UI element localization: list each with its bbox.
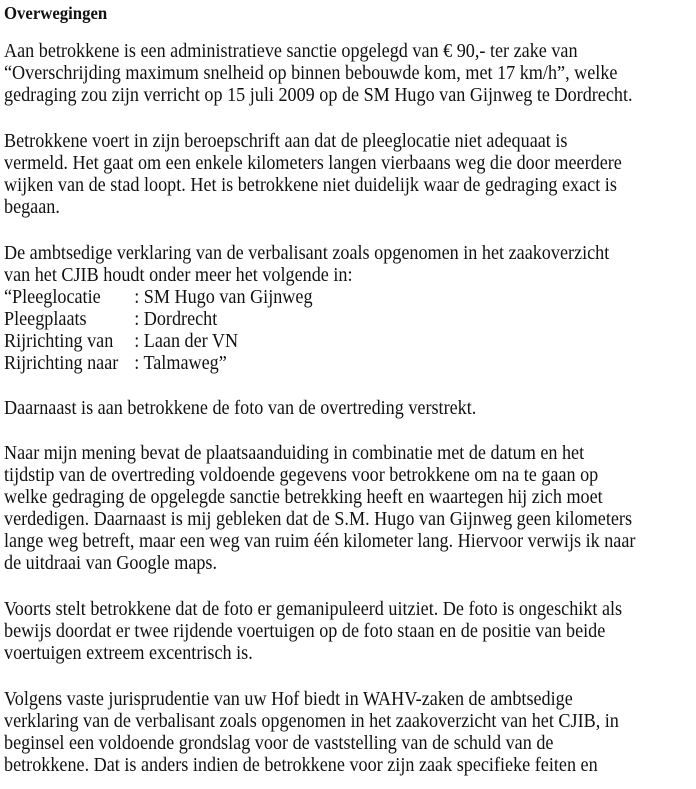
- text-line: welke gedraging de opgelegde sanctie betrekking heeft en waartegen hij zich moet: [4, 487, 603, 508]
- text-line: Betrokkene voert in zijn beroepschrift aan dat de pleeglocatie niet adequaat is: [4, 131, 568, 152]
- text-line: tijdstip van de overtreding voldoende gegevens voor betrokkene om na te gaan op: [4, 465, 599, 486]
- text-line: Voorts stelt betrokkene dat de foto er gemanipuleerd uitziet. De foto is ongeschikt als: [4, 599, 623, 620]
- paragraph-statement: [4, 243, 655, 375]
- field-value: : SM Hugo van Gijnweg: [134, 287, 313, 308]
- field-key: Pleegplaats: [4, 309, 87, 330]
- text-line: Naar mijn mening bevat de plaatsaanduiding in combinatie met de datum en het: [4, 443, 585, 464]
- field-row: [4, 309, 609, 331]
- text-line: de uitdraai van Google maps.: [4, 553, 218, 574]
- field-value: : Laan der VN: [134, 331, 239, 352]
- paragraph-photo: [4, 398, 512, 420]
- text-line: verdedigen. Daarnaast is mij gebleken dat de S.M. Hugo van Gijnweg geen kilometers: [4, 509, 633, 530]
- text-line: begaan.: [4, 197, 60, 218]
- text-line: bewijs doordat er twee rijdende voertuigen op de foto staan en de positie van beide: [4, 621, 606, 642]
- field-value: : Talmaweg”: [134, 353, 227, 374]
- field-key: “Pleeglocatie: [4, 287, 101, 308]
- text-line: voertuigen extreem excentrisch is.: [4, 643, 253, 664]
- paragraph-appeal: [4, 131, 668, 219]
- text-line: beginsel een voldoende grondslag voor de vaststelling van de schuld van de: [4, 733, 554, 754]
- text-line: De ambtsedige verklaring van de verbalisant zoals opgenomen in het zaakoverzicht: [4, 243, 610, 264]
- paragraph-sanction: [4, 41, 680, 107]
- paragraph-jurisprudence: [4, 689, 665, 777]
- text-line: wijken van de stad loopt. Het is betrokkene niet duidelijk waar de gedraging exact is: [4, 175, 617, 196]
- field-value: : Dordrecht: [134, 309, 218, 330]
- text-line: verklaring van de verbalisant zoals opgenomen in het zaakoverzicht van het CJIB, in: [4, 711, 619, 732]
- field-row: [4, 287, 609, 309]
- text-line: Daarnaast is aan betrokkene de foto van de overtreding verstrekt.: [4, 398, 477, 419]
- paragraph-opinion: [4, 443, 683, 575]
- text-line: gedraging zou zijn verricht op 15 juli 2009 op de SM Hugo van Gijnweg te Dordrecht.: [4, 85, 633, 106]
- text-line: van het CJIB houdt onder meer het volgende in:: [4, 265, 353, 286]
- text-line: “Overschrijding maximum snelheid op binnen bebouwde kom, met 17 km/h”, welke: [4, 63, 618, 84]
- paragraph-manipulated: [4, 599, 669, 665]
- text-line: lange weg betreft, maar een weg van ruim één kilometer lang. Hiervoor verwijs ik naar: [4, 531, 636, 552]
- section-heading: Overwegingen: [4, 3, 108, 23]
- field-row: [4, 353, 609, 375]
- text-line: Aan betrokkene is een administratieve sanctie opgelegd van € 90,- ter zake van: [4, 41, 578, 62]
- text-line: betrokkene. Dat is anders indien de betrokkene voor zijn zaak specifieke feiten en: [4, 755, 598, 776]
- field-key: Rijrichting van: [4, 331, 114, 352]
- text-line: vermeld. Het gaat om een enkele kilometers langen vierbaans weg die door meerdere: [4, 153, 622, 174]
- field-key: Rijrichting naar: [4, 353, 119, 374]
- field-row: [4, 331, 609, 353]
- text-line: Volgens vaste jurisprudentie van uw Hof biedt in WAHV-zaken de ambtsedige: [4, 689, 573, 710]
